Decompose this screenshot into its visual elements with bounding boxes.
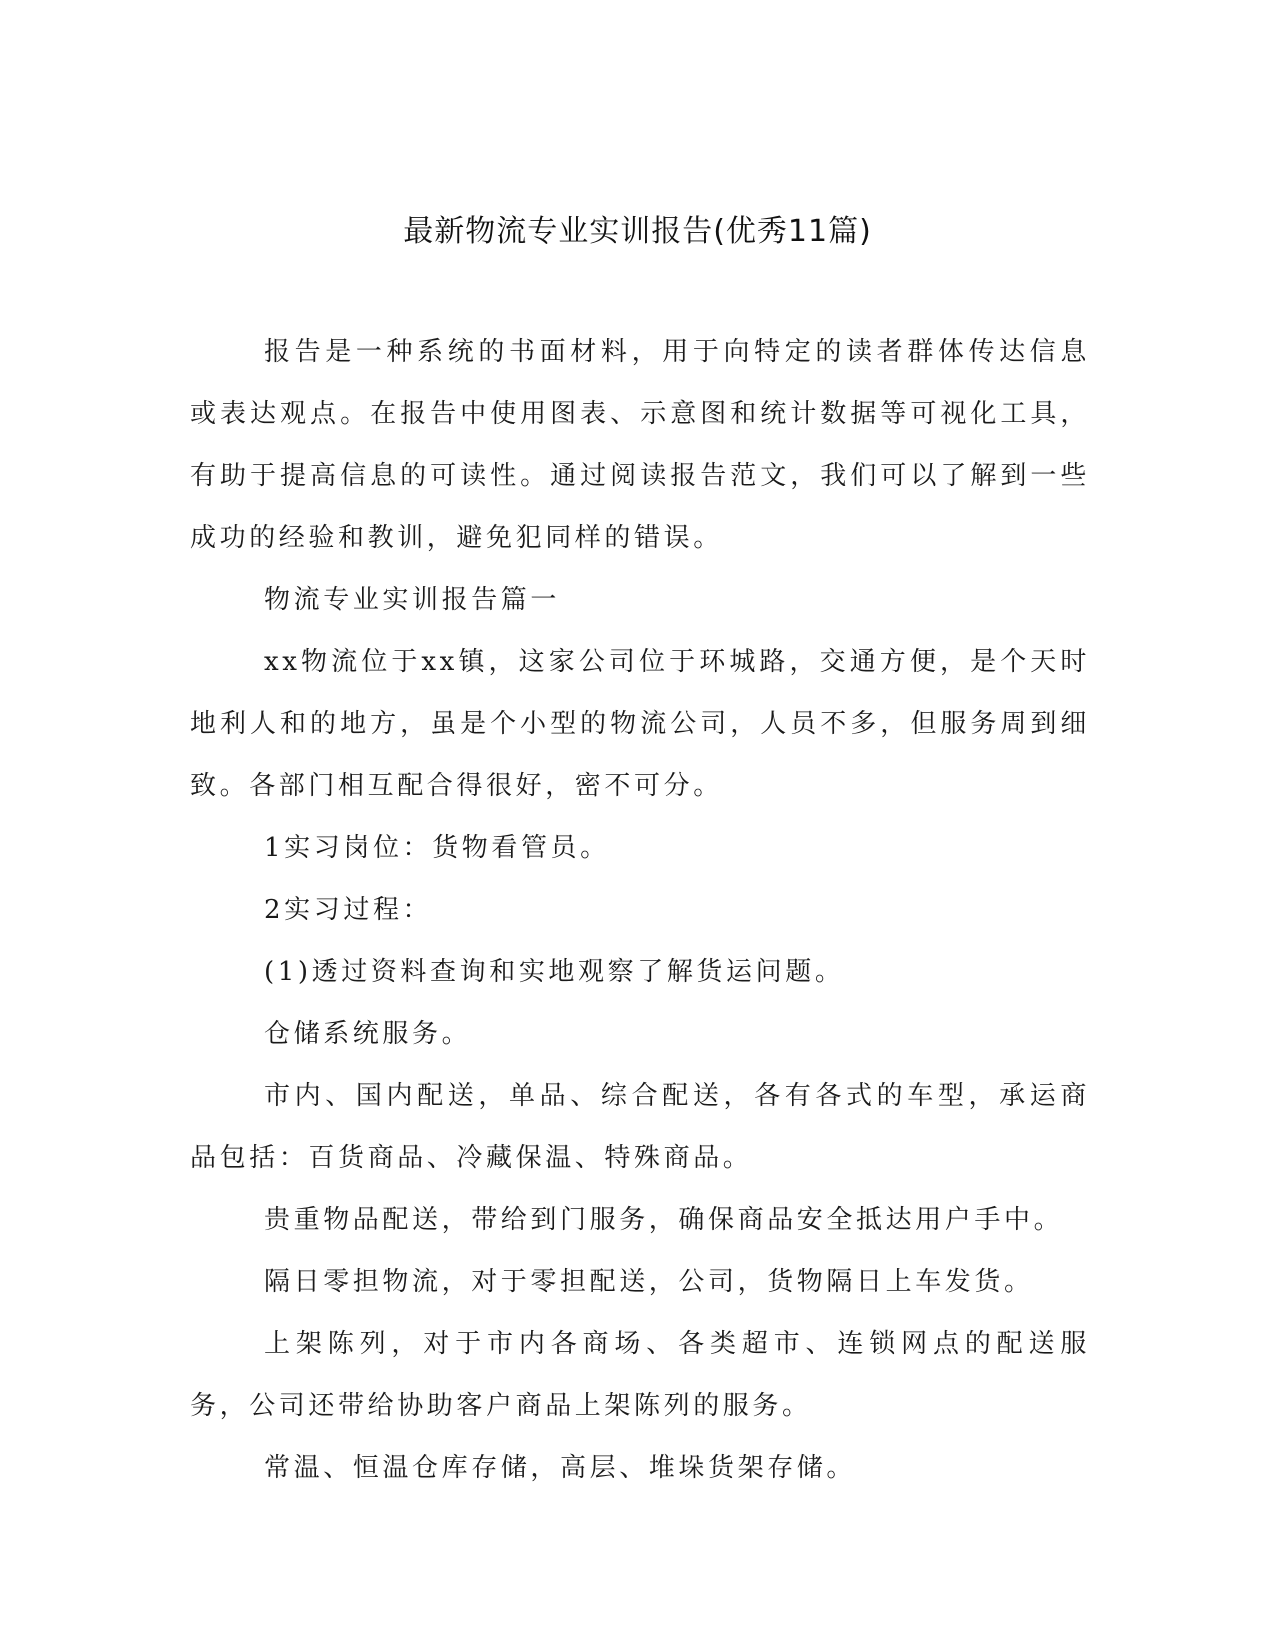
position-paragraph: 1实习岗位：货物看管员。 [264,833,610,863]
document-title: 最新物流专业实训报告(优秀11篇) [403,214,872,249]
section-heading: 物流专业实训报告篇一 [264,585,561,615]
warehouse-paragraph: 常温、恒温仓库存储，高层、堆垛货架存储。 [264,1453,857,1483]
shelving-paragraph: 上架陈列，对于市内各商场、各类超市、连锁网点的配送服务，公司还带给协助客户商品上架陈列的服务。 [190,1329,1090,1421]
company-paragraph: xx物流位于xx镇，这家公司位于环城路，交通方便，是个天时地利人和的地方，虽是个小型的物流公司，人员不多，但服务周到细致。各部门相互配合得很好，密不可分。 [190,647,1090,801]
process-item-1: (1)透过资料查询和实地观察了解货运问题。 [264,957,845,987]
process-heading: 2实习过程： [264,895,433,925]
document-body [190,321,1090,1499]
valuables-paragraph: 贵重物品配送，带给到门服务，确保商品安全抵达用户手中。 [264,1205,1064,1235]
intro-paragraph: 报告是一种系统的书面材料，用于向特定的读者群体传达信息或表达观点。在报告中使用图表、示意图和统计数据等可视化工具，有助于提高信息的可读性。通过阅读报告范文，我们可以了解到一些成功的经验和教训，避免犯同样的错误。 [190,337,1090,553]
delivery-paragraph: 市内、国内配送，单品、综合配送，各有各式的车型，承运商品包括：百货商品、冷藏保温、特殊商品。 [190,1081,1090,1173]
ltl-paragraph: 隔日零担物流，对于零担配送，公司，货物隔日上车发货。 [264,1267,1034,1297]
storage-service-paragraph: 仓储系统服务。 [264,1019,472,1049]
